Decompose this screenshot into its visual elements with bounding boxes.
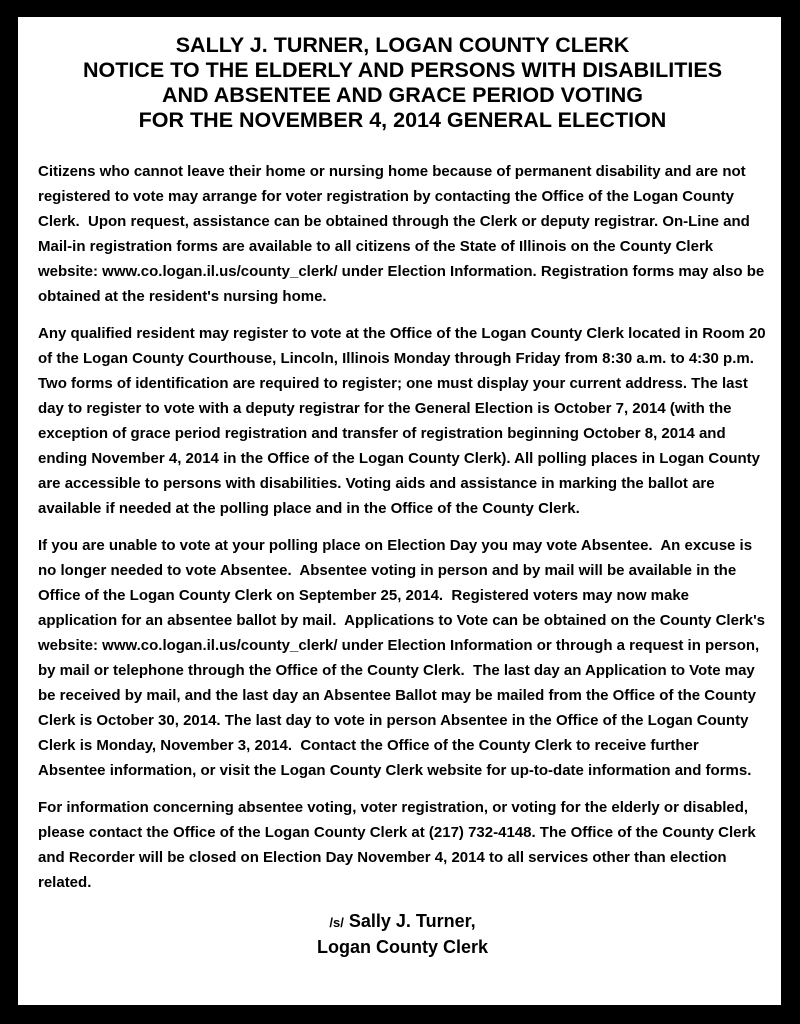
- title-line-notice: NOTICE TO THE ELDERLY AND PERSONS WITH DISABILITIES: [82, 58, 723, 82]
- paragraph-registration-homebound: Citizens who cannot leave their home or nursing home because of permanent disability and are not registered to vote may arrange for voter registration by contacting the Office of the Logan County Clerk. Upon request, assistance can be obtained through the Clerk or deputy registrar. On-Line and Mail-in registration forms are available to all citizens of the State of Illinois on the County Clerk website: www.co.logan.il.us/county_clerk/ under Election Information. Registration forms may also be obtained at the resident's nursing home.: [38, 163, 769, 305]
- signature-name: Sally J. Turner,: [348, 911, 476, 931]
- document-title: [38, 33, 767, 133]
- title-line-election: FOR THE NOVEMBER 4, 2014 GENERAL ELECTION: [138, 108, 667, 132]
- signature-title: Logan County Clerk: [316, 937, 488, 957]
- signature-block: [38, 909, 767, 959]
- title-line-absentee: AND ABSENTEE AND GRACE PERIOD VOTING: [162, 83, 643, 107]
- signature-name-line: [38, 909, 767, 935]
- notice-document: [18, 17, 781, 1005]
- title-line-clerk: SALLY J. TURNER, LOGAN COUNTY CLERK: [175, 33, 630, 57]
- paragraph-absentee-voting: If you are unable to vote at your polling place on Election Day you may vote Absentee. An excuse is no longer needed to vote Absentee. Absentee voting in person and by mail will be available in the Office of the Logan County Clerk on September 25, 2014. Registered voters may now make application for an absentee ballot by mail. Applications to Vote can be obtained on the County Clerk's website: www.co.logan.il.us/county_clerk/ under Election Information or through a request in person, by mail or telephone through the Office of the County Clerk. The last day an Application to Vote may be received by mail, and the last day an Absentee Ballot may be mailed from the Office of the County Clerk is October 30, 2014. The last day to vote in person Absentee in the Office of the Logan County Clerk is Monday, November 3, 2014. Contact the Office of the County Clerk to receive further Absentee information, or visit the Logan County Clerk website for up-to-date information and forms.: [38, 537, 770, 779]
- paragraph-contact-info: For information concerning absentee voting, voter registration, or voting for the elderly or disabled, please contact the Office of the Logan County Clerk at (217) 732-4148. The Office of the County Clerk and Recorder will be closed on Election Day November 4, 2014 to all services other than election related.: [38, 799, 760, 891]
- paragraph-registration-office: Any qualified resident may register to vote at the Office of the Logan County Clerk located in Room 20 of the Logan County Courthouse, Lincoln, Illinois Monday through Friday from 8:30 a.m. to 4:30 p.m. Two forms of identification are required to register; one must display your current address. The last day to register to vote with a deputy registrar for the General Election is October 7, 2014 (with the exception of grace period registration and transfer of registration beginning October 8, 2014 and ending November 4, 2014 in the Office of the Logan County Clerk). All polling places in Logan County are accessible to persons with disabilities. Voting aids and assistance in marking the ballot are available if needed at the polling place and in the Office of the County Clerk.: [38, 325, 770, 517]
- signature-mark: /s/: [329, 915, 344, 930]
